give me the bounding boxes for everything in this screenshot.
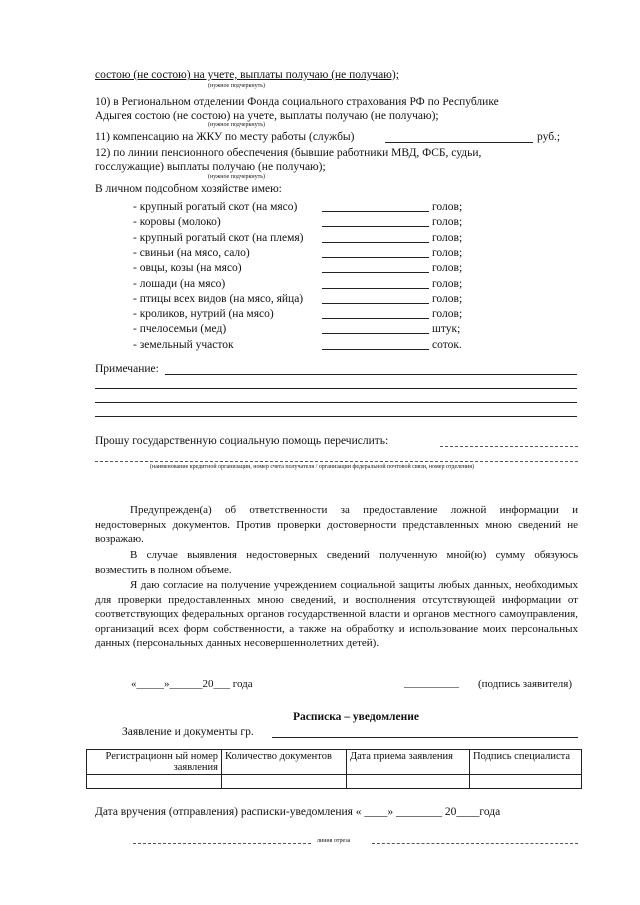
header-cell: Подпись специалиста [470, 750, 582, 775]
farm-row-quantity-field[interactable] [322, 318, 429, 319]
cut-line-right [372, 843, 578, 844]
item-11-unit: руб.; [537, 131, 561, 143]
signature-blank[interactable]: __________ [404, 677, 459, 689]
farm-row-quantity-field[interactable] [322, 333, 429, 334]
farm-heading: В личном подсобном хозяйстве имею: [95, 183, 282, 195]
receipt-table [86, 749, 582, 789]
item-10-line1: 10) в Региональном отделении Фонда социального страхования РФ по Республике [95, 96, 499, 108]
farm-row [0, 322, 640, 337]
farm-row-label: - кроликов, нутрий (на мясо) [133, 308, 274, 321]
farm-row [0, 307, 640, 322]
farm-row-quantity-field[interactable] [322, 349, 429, 350]
underline-hint: (нужное подчеркнуть) [208, 174, 265, 180]
farm-row-unit: соток. [432, 338, 462, 351]
transfer-field-line2[interactable] [95, 461, 578, 462]
table-row [87, 775, 582, 789]
note-line[interactable] [95, 416, 577, 417]
farm-row-unit: голов; [432, 246, 463, 259]
farm-row-quantity-field[interactable] [322, 226, 429, 227]
farm-row [0, 277, 640, 292]
item-9-tail: состою (не состою) на учете, выплаты получаю (не получаю); [95, 69, 399, 81]
item-12-line2: госслужащие) выплаты получаю (не получаю); [95, 161, 326, 173]
note-line[interactable] [165, 374, 577, 375]
farm-row-unit: штук; [432, 323, 461, 336]
transfer-label: Прошу государственную социальную помощь перечислить: [95, 435, 389, 447]
farm-row-quantity-field[interactable] [322, 211, 429, 212]
farm-row-quantity-field[interactable] [322, 272, 429, 273]
warning-paragraph-1: Предупрежден(а) об ответственности за предоставление ложной информации и недостоверных документов. Против проверки достоверности представленных мною сведений не возражаю. [95, 504, 578, 545]
farm-row-label: - пчелосемьи (мед) [133, 323, 227, 336]
table-cell[interactable] [222, 775, 347, 789]
farm-row-unit: голов; [432, 216, 463, 229]
header-cell: Количество документов [222, 750, 347, 775]
farm-row-label: - коровы (молоко) [133, 216, 221, 229]
consent-paragraph: Я даю согласие на получение учреждением социальной защиты любых данных, необходимых для проверки предоставленных мною сведений, и восполнения отсутствующей информации от соответствующих федеральных органов государственной власти и органов местного самоуправления, организаций всех форм собственности, а также на обработку и использование моих персональных данных (персональных данных несовершеннолетних детей). [95, 579, 578, 649]
header-cell: Дата приема заявления [347, 750, 470, 775]
farm-row [0, 231, 640, 246]
farm-row-label: - крупный рогатый скот (на племя) [133, 231, 304, 244]
transfer-field[interactable] [440, 446, 578, 447]
farm-row [0, 261, 640, 276]
receipt-title: Расписка – уведомление [293, 711, 419, 723]
item-11-text: 11) компенсацию на ЖКУ по месту работы (службы) [95, 131, 355, 143]
cut-line-label: линия отреза [317, 838, 351, 844]
farm-row-unit: голов; [432, 308, 463, 321]
compensation-amount-field[interactable] [385, 142, 533, 143]
underline-hint: (нужное подчеркнуть) [208, 83, 265, 89]
farm-row-label: - свиньи (на мясо, сало) [133, 246, 250, 259]
farm-row-label: - лошади (на мясо) [133, 277, 226, 290]
farm-row [0, 200, 640, 215]
farm-row-unit: голов; [432, 231, 463, 244]
farm-row-unit: голов; [432, 201, 463, 213]
table-cell[interactable] [87, 775, 222, 789]
farm-row-label: - земельный участок [133, 338, 234, 351]
farm-row-quantity-field[interactable] [322, 242, 429, 243]
farm-row [0, 246, 640, 261]
farm-row-unit: голов; [432, 292, 463, 305]
note-line[interactable] [95, 388, 577, 389]
signature-caption: (подпись заявителя) [478, 678, 573, 690]
signature-date: «_____»______20___ года [131, 678, 253, 690]
farm-row-label: - крупный рогатый скот (на мясо) [133, 201, 298, 213]
farm-row [0, 215, 640, 230]
applicant-name-field[interactable] [272, 737, 578, 738]
item-12-line1: 12) по линии пенсионного обеспечения (бывшие работники МВД, ФСБ, судьи, [95, 147, 482, 159]
farm-row-label: - овцы, козы (на мясо) [133, 262, 242, 275]
warning-paragraph-2: В случае выявления недостоверных сведений полученную мной(ю) сумму обязуюсь возместить в полном объеме. [95, 549, 578, 576]
farm-row-quantity-field[interactable] [322, 288, 429, 289]
header-cell: Регистрационн ый номер заявления [87, 750, 222, 775]
delivery-date-line: Дата вручения (отправления) расписки-уведомления « ____» ________ 20____года [95, 806, 501, 818]
item-10-line2: Адыгея состою (не состою) на учете, выплаты получаю (не получаю); [95, 110, 439, 122]
farm-row-label: - птицы всех видов (на мясо, яйца) [133, 292, 304, 305]
farm-row-quantity-field[interactable] [322, 303, 429, 304]
table-cell[interactable] [347, 775, 470, 789]
table-row [87, 750, 582, 775]
farm-row-quantity-field[interactable] [322, 257, 429, 258]
farm-row [0, 338, 640, 353]
underline-hint: (нужное подчеркнуть) [208, 122, 265, 128]
transfer-hint: (наименование кредитной организации, номер счета получателя / организации федеральной почтовой связи, номер отделения) [150, 464, 474, 470]
cut-line-left [133, 843, 311, 844]
table-cell[interactable] [470, 775, 582, 789]
note-label: Примечание: [95, 363, 159, 375]
farm-row-unit: голов; [432, 277, 463, 290]
receipt-from-label: Заявление и документы гр. [122, 726, 254, 738]
farm-row [0, 292, 640, 307]
note-line[interactable] [95, 402, 577, 403]
farm-row-unit: голов; [432, 262, 463, 275]
